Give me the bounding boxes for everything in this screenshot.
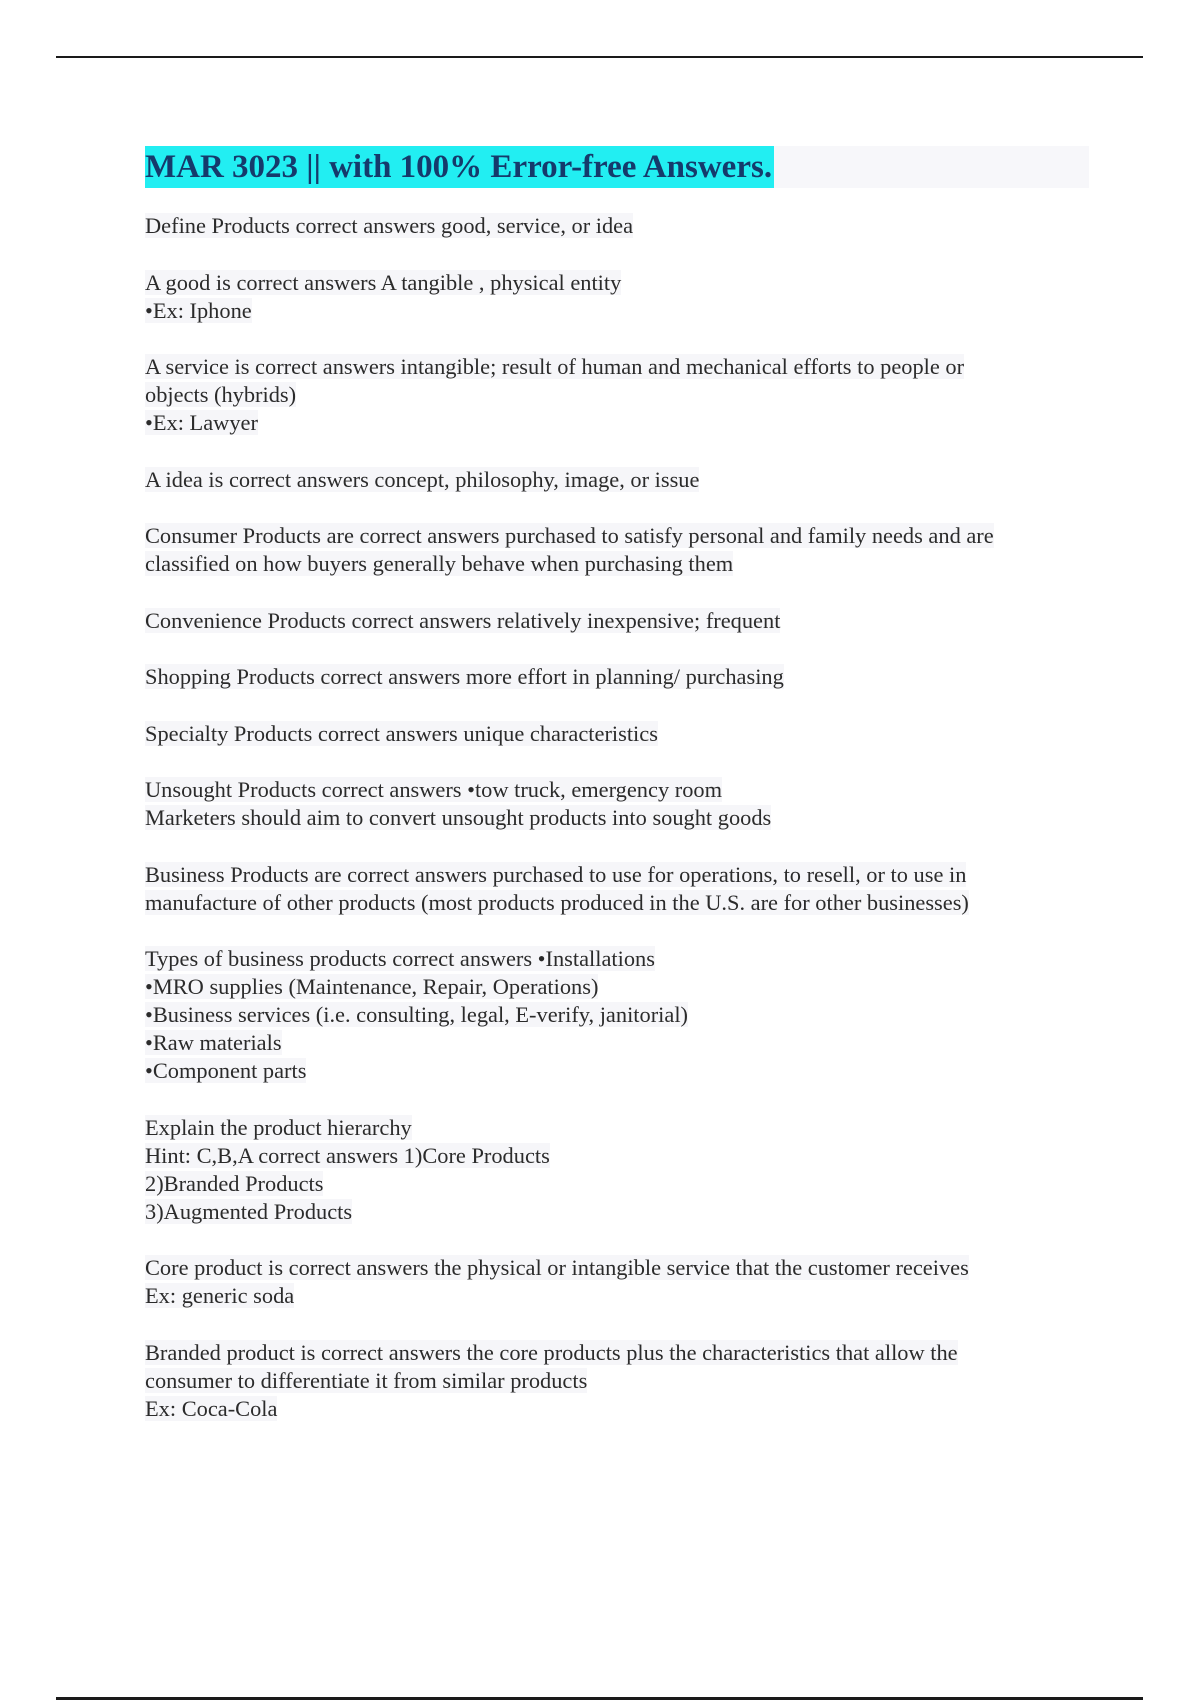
entry-line: 3)Augmented Products: [145, 1198, 353, 1224]
qa-entry: [145, 1339, 1095, 1423]
entry-line: Unsought Products correct answers •tow truck, emergency room: [145, 777, 722, 802]
document-body: [145, 212, 1095, 1451]
entry-line: Specialty Products correct answers unique characteristics: [145, 720, 658, 746]
entry-line: •Business services (i.e. consulting, legal, E-verify, janitorial): [145, 1002, 688, 1027]
entry-line: A idea is correct answers concept, philosophy, image, or issue: [145, 466, 700, 492]
qa-entry: [145, 269, 1095, 325]
qa-entry: [145, 466, 1095, 494]
entry-line: Marketers should aim to convert unsought products into sought goods: [145, 805, 772, 830]
entry-line: Consumer Products are correct answers purchased to satisfy personal and family needs and are: [145, 523, 994, 548]
entry-line: •Component parts: [145, 1058, 307, 1083]
qa-entry: [145, 776, 1095, 832]
qa-entry: [145, 720, 1095, 748]
document-title: MAR 3023 || with 100% Error-free Answers.: [145, 146, 774, 188]
entry-line: Convenience Products correct answers relatively inexpensive; frequent: [145, 607, 781, 633]
entry-line: manufacture of other products (most products produced in the U.S. are for other businesses): [145, 889, 969, 915]
entry-line: Ex: generic soda: [145, 1283, 295, 1308]
entry-line: Core product is correct answers the physical or intangible service that the customer receives: [145, 1255, 969, 1280]
entry-line: •MRO supplies (Maintenance, Repair, Operations): [145, 974, 599, 999]
entry-line: Types of business products correct answers •Installations: [145, 946, 655, 971]
qa-entry: [145, 1254, 1095, 1310]
entry-line: Shopping Products correct answers more effort in planning/ purchasing: [145, 664, 784, 689]
entry-line: 2)Branded Products: [145, 1170, 324, 1196]
entry-line: A service is correct answers intangible; result of human and mechanical efforts to people or: [145, 354, 965, 379]
entry-line: Business Products are correct answers purchased to use for operations, to resell, or to use in: [145, 861, 967, 887]
entry-line: A good is correct answers A tangible , physical entity: [145, 269, 622, 295]
entry-line: •Ex: Lawyer: [145, 410, 258, 435]
qa-entry: [145, 861, 1095, 917]
qa-entry: [145, 1114, 1095, 1226]
qa-entry: [145, 353, 1095, 437]
qa-entry: [145, 607, 1095, 635]
entry-line: consumer to differentiate it from similar products: [145, 1367, 588, 1393]
entry-line: Explain the product hierarchy: [145, 1114, 412, 1140]
entry-line: •Raw materials: [145, 1030, 282, 1055]
entry-line: •Ex: Iphone: [145, 297, 252, 323]
qa-entry: [145, 663, 1095, 691]
qa-entry: [145, 522, 1095, 578]
qa-entry: [145, 212, 1095, 240]
entry-line: Define Products correct answers good, service, or idea: [145, 213, 634, 238]
entry-line: Hint: C,B,A correct answers 1)Core Products: [145, 1142, 550, 1168]
entry-line: classified on how buyers generally behave when purchasing them: [145, 551, 734, 576]
qa-entry: [145, 945, 1095, 1085]
entry-line: Branded product is correct answers the core products plus the characteristics that allow the: [145, 1339, 958, 1365]
entry-line: objects (hybrids): [145, 382, 297, 407]
entry-line: Ex: Coca-Cola: [145, 1395, 278, 1421]
header-rule: [56, 56, 1143, 58]
